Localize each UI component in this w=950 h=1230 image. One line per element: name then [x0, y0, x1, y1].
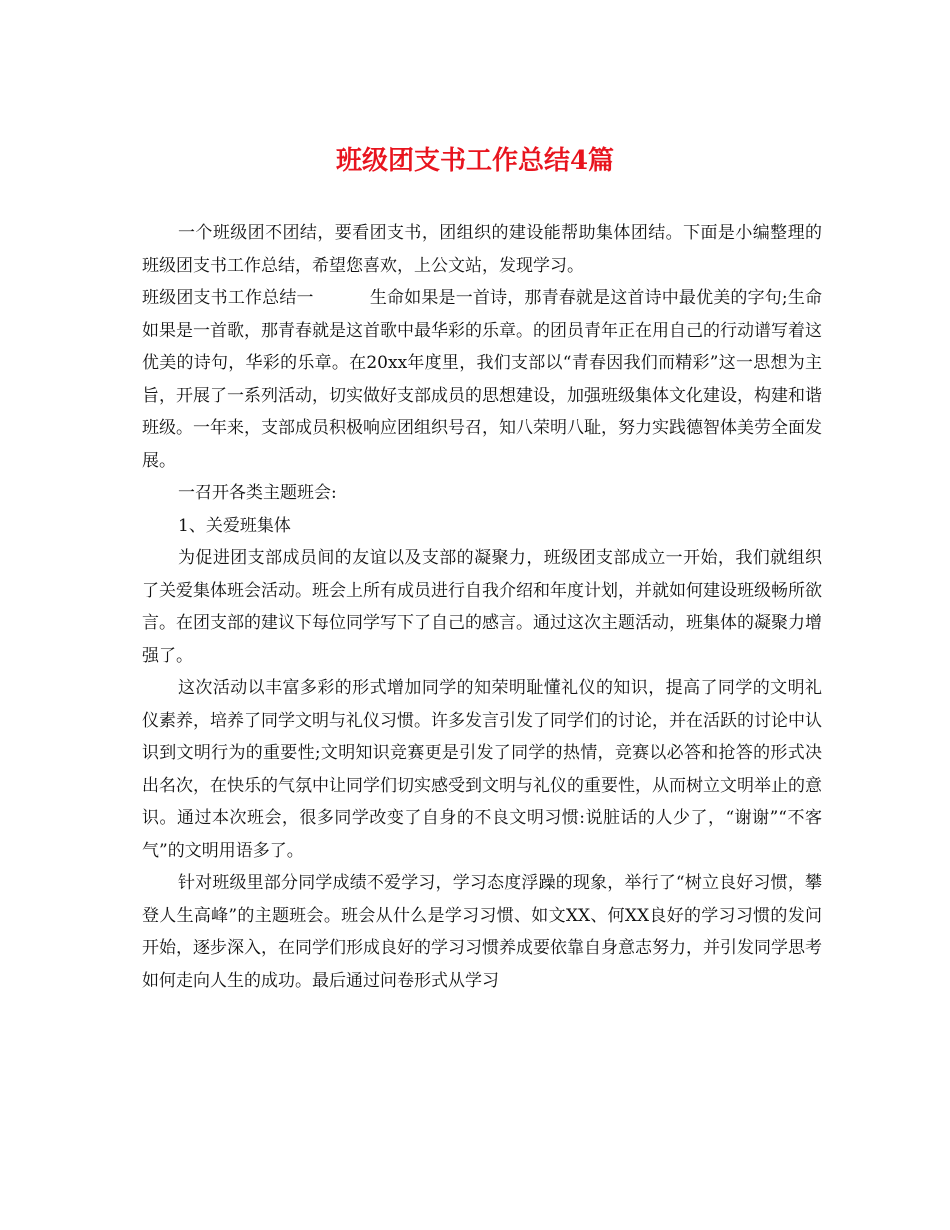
heading-care-class: 1、关爱班集体 [178, 515, 291, 536]
intro-paragraph: 一个班级团不团结，要看团支书，团组织的建设能帮助集体团结。下面是小编整理的班级团支书工作总结，希望您喜欢，上公文站，发现学习。 [142, 223, 822, 276]
section-paragraph [142, 282, 822, 477]
paragraph-etiquette: 这次活动以丰富多彩的形式增加同学的知荣明耻懂礼仪的知识，提高了同学的文明礼仪素养，培养了同学文明与礼仪习惯。许多发言引发了同学们的讨论，并在活跃的讨论中认识到文明行为的重要性;文明知识竞赛更是引发了同学的热情，竞赛以必答和抢答的形式决出名次，在快乐的气氛中让同学们切实感受到文明与礼仪的重要性，从而树立文明举止的意识。通过本次班会，很多同学改变了自身的不良文明习惯:说脏话的人少了，“谢谢”“不客气”的文明用语多了。 [142, 678, 822, 861]
paragraph-study-habits: 针对班级里部分同学成绩不爱学习，学习态度浮躁的现象，举行了“树立良好习惯，攀登人生高峰”的主题班会。班会从什么是学习习惯、如文XX、何XX良好的学习习惯的发问开始，逐步深入，在同学们形成良好的学习习惯养成要依靠自身意志努力，并引发同学思考如何走向人生的成功。最后通过问卷形式从学习 [142, 873, 822, 991]
section-label: 班级团支书工作总结一 [142, 288, 314, 308]
paragraph-care-class: 为促进团支部成员间的友谊以及支部的凝聚力，班级团支部成立一开始，我们就组织了关爱集体班会活动。班会上所有成员进行自我介绍和年度计划，并就如何建设班级畅所欲言。在团支部的建议下每位同学写下了自己的感言。通过这次主题活动，班集体的凝聚力增强了。 [142, 548, 822, 666]
heading-meetings: 一召开各类主题班会: [178, 483, 337, 503]
section-text: 生命如果是一首诗，那青春就是这首诗中最优美的字句;生命如果是一首歌，那青春就是这首歌中最华彩的乐章。的团员青年正在用自己的行动谱写着这优美的诗句，华彩的乐章。在20xx年度里，我们支部以“青春因我们而精彩”这一思想为主旨，开展了一系列活动，切实做好支部成员的思想建设，加强班级集体文化建设，构建和谐班级。一年来，支部成员积极响应团组织号召，知八荣明八耻，努力实践德智体美劳全面发展。 [142, 288, 823, 471]
document-body [142, 217, 822, 997]
document-title: 班级团支书工作总结4篇 [335, 146, 615, 176]
